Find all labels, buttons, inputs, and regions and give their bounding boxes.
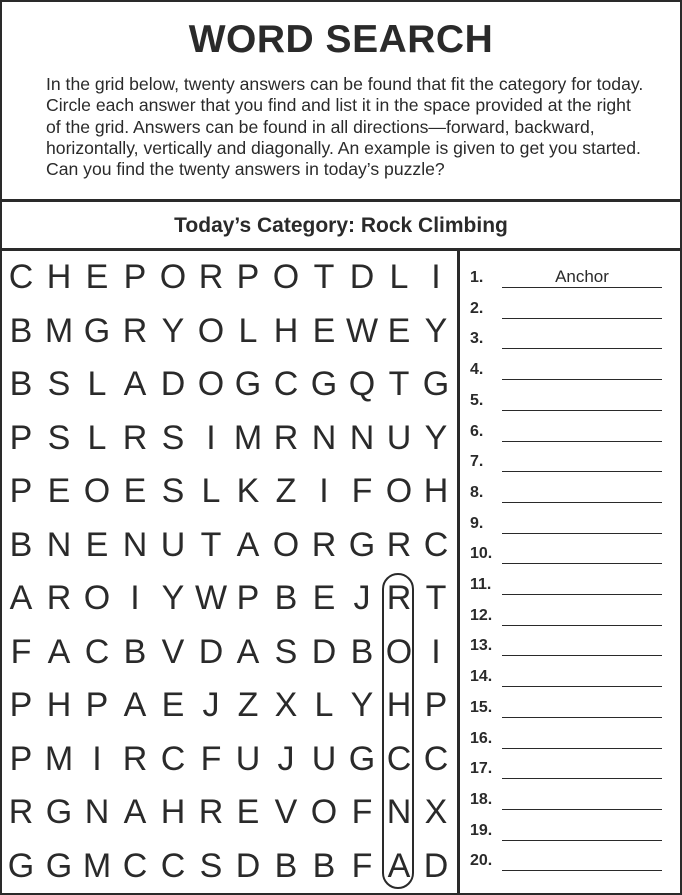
grid-letter[interactable]: O	[83, 472, 111, 510]
grid-letter[interactable]: G	[7, 846, 35, 885]
grid-letter[interactable]: O	[310, 793, 338, 831]
answer-row	[460, 693, 680, 724]
grid-letter[interactable]: V	[274, 793, 298, 831]
grid-letter[interactable]: U	[235, 739, 261, 778]
grid-letter[interactable]: R	[311, 525, 337, 564]
grid-letter[interactable]: W	[194, 579, 228, 617]
grid-letter[interactable]: S	[47, 418, 71, 457]
grid-letter[interactable]: O	[159, 258, 187, 296]
grid-letter[interactable]: O	[385, 632, 413, 671]
grid-letter[interactable]: D	[311, 632, 337, 671]
grid-letter[interactable]: R	[46, 579, 72, 617]
grid-letter[interactable]: V	[161, 632, 185, 671]
answer-blank[interactable]	[502, 758, 662, 779]
answer-row	[460, 846, 680, 877]
grid-letter[interactable]: G	[45, 793, 73, 831]
grid-letter[interactable]: O	[272, 525, 300, 564]
grid-letter[interactable]: E	[85, 525, 109, 564]
grid-letter[interactable]: O	[83, 579, 111, 617]
grid-letter[interactable]: O	[385, 472, 413, 510]
grid-letter[interactable]: U	[311, 739, 337, 778]
grid-letter[interactable]: L	[314, 686, 334, 724]
answer-number: 6.	[470, 422, 484, 440]
answer-blank[interactable]	[502, 298, 662, 319]
grid-letter[interactable]: A	[47, 632, 71, 671]
grid-letter[interactable]: J	[202, 686, 220, 724]
answer-row	[460, 447, 680, 478]
answer-number: 9.	[470, 514, 484, 532]
letter-grid	[2, 251, 460, 893]
answer-number: 18.	[470, 790, 493, 808]
answer-row	[460, 754, 680, 785]
answer-number: 11.	[470, 576, 492, 593]
answer-blank[interactable]	[502, 574, 662, 595]
grid-letter[interactable]: B	[312, 846, 336, 885]
answer-row	[460, 601, 680, 632]
grid-letter[interactable]: D	[235, 846, 261, 885]
grid-letter[interactable]: F	[351, 793, 373, 831]
answer-blank[interactable]: Anchor	[502, 267, 662, 288]
answer-blank[interactable]	[502, 513, 662, 534]
answer-row	[460, 386, 680, 417]
answer-row	[460, 539, 680, 570]
grid-letter[interactable]: E	[312, 311, 336, 350]
grid-letter[interactable]: U	[160, 525, 186, 564]
answer-row	[460, 816, 680, 847]
answer-number: 17.	[470, 760, 493, 778]
answer-number: 16.	[470, 729, 493, 747]
grid-letter[interactable]: D	[198, 632, 224, 671]
grid-letter[interactable]: C	[423, 525, 449, 564]
grid-letter[interactable]: I	[319, 472, 329, 510]
grid-letter[interactable]: S	[274, 632, 298, 671]
grid-letter[interactable]: C	[160, 739, 186, 778]
grid-letter[interactable]: S	[47, 365, 71, 403]
answer-number: 7.	[470, 453, 484, 471]
answer-blank[interactable]	[502, 421, 662, 442]
category-bar	[2, 202, 680, 251]
grid-letter[interactable]: O	[197, 365, 225, 403]
grid-letter[interactable]: Y	[161, 579, 185, 617]
grid-letter[interactable]: Y	[350, 686, 374, 724]
grid-letter[interactable]: P	[236, 258, 260, 296]
grid-letter[interactable]: J	[277, 739, 295, 778]
answer-blank[interactable]	[502, 728, 662, 749]
grid-letter[interactable]: I	[206, 418, 216, 457]
grid-letter[interactable]: M	[44, 739, 74, 778]
grid-letter[interactable]: C	[84, 632, 110, 671]
example-answer-circle	[382, 573, 414, 889]
grid-letter[interactable]: Z	[275, 472, 297, 510]
grid-letter[interactable]: I	[130, 579, 140, 617]
answer-number: 2.	[470, 299, 484, 317]
answer-blank[interactable]	[502, 359, 662, 380]
grid-letter[interactable]: H	[46, 258, 72, 296]
grid-letter[interactable]: M	[233, 418, 263, 457]
grid-letter[interactable]: S	[161, 472, 185, 510]
grid-letter[interactable]: D	[423, 846, 449, 885]
grid-letter[interactable]: A	[236, 525, 260, 564]
grid-letter[interactable]: C	[8, 258, 34, 296]
grid-letter[interactable]: N	[84, 793, 110, 831]
grid-letter[interactable]: G	[45, 846, 73, 885]
grid-letter[interactable]: L	[87, 418, 107, 457]
grid-letter[interactable]: M	[44, 311, 74, 350]
answer-number: 1.	[470, 269, 484, 286]
grid-letter[interactable]: E	[85, 258, 109, 296]
answer-row	[460, 263, 680, 294]
grid-letter[interactable]: H	[273, 311, 299, 350]
grid-letter[interactable]: N	[311, 418, 337, 457]
grid-letter[interactable]: C	[423, 739, 449, 778]
answer-number: 3.	[470, 330, 484, 348]
grid-letter[interactable]: P	[236, 579, 260, 617]
answer-row	[460, 631, 680, 662]
grid-letter[interactable]: R	[386, 579, 412, 617]
grid-letter[interactable]: R	[386, 525, 412, 564]
grid-letter[interactable]: G	[83, 311, 111, 350]
grid-letter[interactable]: Y	[424, 311, 448, 350]
grid-letter[interactable]: S	[199, 846, 223, 885]
grid-letter[interactable]: K	[236, 472, 260, 510]
answer-number: 4.	[470, 361, 484, 379]
grid-letter[interactable]: G	[422, 365, 450, 403]
grid-letter[interactable]: A	[236, 632, 260, 671]
answer-row	[460, 478, 680, 509]
answer-number: 14.	[470, 668, 493, 686]
grid-letter[interactable]: Y	[161, 311, 185, 350]
answer-number: 8.	[470, 483, 484, 501]
grid-letter[interactable]: J	[353, 579, 371, 617]
grid-letter[interactable]: A	[123, 793, 147, 831]
grid-letter[interactable]: S	[161, 418, 185, 457]
grid-letter[interactable]: U	[386, 418, 412, 457]
answer-row	[460, 355, 680, 386]
grid-letter[interactable]: P	[9, 418, 33, 457]
grid-letter[interactable]: R	[198, 793, 224, 831]
grid-letter[interactable]: B	[274, 846, 298, 885]
grid-letter[interactable]: N	[46, 525, 72, 564]
grid-letter[interactable]: D	[160, 365, 186, 403]
grid-letter[interactable]: I	[92, 739, 102, 778]
category-label: Today’s Category: Rock Climbing	[174, 214, 508, 237]
grid-letter[interactable]: H	[46, 686, 72, 724]
grid-letter[interactable]: M	[82, 846, 112, 885]
grid-letter[interactable]: R	[122, 739, 148, 778]
grid-letter[interactable]: O	[197, 311, 225, 350]
grid-letter[interactable]: E	[387, 311, 411, 350]
intro-panel	[2, 2, 680, 202]
grid-letter[interactable]: R	[198, 258, 224, 296]
answer-blank[interactable]	[502, 635, 662, 656]
answer-blank[interactable]	[502, 390, 662, 411]
answer-number: 15.	[470, 698, 493, 716]
answer-blank[interactable]	[502, 543, 662, 564]
answer-number: 13.	[470, 637, 493, 655]
grid-letter[interactable]: G	[310, 365, 338, 403]
grid-letter[interactable]: R	[273, 418, 299, 457]
grid-letter[interactable]: R	[122, 418, 148, 457]
grid-letter[interactable]: X	[424, 793, 448, 831]
grid-letter[interactable]: E	[312, 579, 336, 617]
answer-number: 10.	[470, 545, 493, 563]
answer-row	[460, 324, 680, 355]
answer-number: 19.	[470, 821, 493, 839]
grid-letter[interactable]: P	[123, 258, 147, 296]
grid-letter[interactable]: T	[313, 258, 335, 296]
answer-blank[interactable]	[502, 482, 662, 503]
grid-letter[interactable]: P	[424, 686, 448, 724]
grid-letter[interactable]: B	[350, 632, 374, 671]
grid-letter[interactable]: H	[160, 793, 186, 831]
grid-letter[interactable]: F	[351, 472, 373, 510]
grid-letter[interactable]: G	[234, 365, 262, 403]
grid-letter[interactable]: D	[349, 258, 375, 296]
grid-letter[interactable]: C	[273, 365, 299, 403]
grid-letter[interactable]: I	[431, 632, 441, 671]
grid-letter[interactable]: B	[274, 579, 298, 617]
grid-letter[interactable]: Q	[348, 365, 376, 403]
grid-letter[interactable]: P	[9, 739, 33, 778]
answer-row	[460, 662, 680, 693]
grid-letter[interactable]: E	[123, 472, 147, 510]
answer-blank[interactable]	[502, 328, 662, 349]
grid-letter[interactable]: Z	[237, 686, 259, 724]
grid-letter[interactable]: N	[386, 793, 412, 831]
grid-letter[interactable]: L	[201, 472, 221, 510]
grid-letter[interactable]: F	[10, 632, 32, 671]
grid-letter[interactable]: G	[348, 525, 376, 564]
grid-letter[interactable]: H	[423, 472, 449, 510]
grid-letter[interactable]: A	[9, 579, 33, 617]
grid-letter[interactable]: E	[161, 686, 185, 724]
answer-row	[460, 724, 680, 755]
grid-letter[interactable]: P	[85, 686, 109, 724]
grid-letter[interactable]: B	[123, 632, 147, 671]
grid-letter[interactable]: T	[200, 525, 222, 564]
grid-letter[interactable]: X	[274, 686, 298, 724]
grid-letter[interactable]: G	[348, 739, 376, 778]
grid-letter[interactable]: B	[9, 365, 33, 403]
grid-letter[interactable]: A	[123, 686, 147, 724]
grid-letter[interactable]: F	[200, 739, 222, 778]
grid-letter[interactable]: H	[386, 686, 412, 724]
grid-letter[interactable]: C	[386, 739, 412, 778]
answer-blank[interactable]	[502, 789, 662, 810]
answer-blank[interactable]	[502, 820, 662, 841]
grid-letter[interactable]: W	[345, 311, 379, 350]
grid-letter[interactable]: E	[236, 793, 260, 831]
grid-letter[interactable]: T	[388, 365, 410, 403]
grid-letter[interactable]: R	[122, 311, 148, 350]
answer-number: 12.	[470, 606, 493, 624]
answer-blank[interactable]	[502, 697, 662, 718]
page-title: WORD SEARCH	[188, 18, 494, 61]
grid-letter[interactable]: B	[9, 525, 33, 564]
answer-blank[interactable]	[502, 666, 662, 687]
grid-letter[interactable]: O	[272, 258, 300, 296]
grid-letter[interactable]: Y	[424, 418, 448, 457]
grid-letter[interactable]: C	[160, 846, 186, 885]
answer-row	[460, 785, 680, 816]
grid-letter[interactable]: B	[9, 311, 33, 350]
grid-letter[interactable]: L	[389, 258, 409, 296]
grid-letter[interactable]: T	[425, 579, 447, 617]
answer-number: 5.	[470, 391, 484, 409]
grid-letter[interactable]: E	[47, 472, 71, 510]
answer-row	[460, 509, 680, 540]
grid-letter[interactable]: L	[87, 365, 107, 403]
answer-blank[interactable]	[502, 850, 662, 871]
grid-letter[interactable]: P	[9, 472, 33, 510]
grid-letter[interactable]: L	[238, 311, 258, 350]
answer-blank[interactable]	[502, 605, 662, 626]
grid-letter[interactable]: A	[387, 846, 411, 885]
grid-letter[interactable]: I	[431, 258, 441, 296]
answer-row	[460, 570, 680, 601]
grid-letter[interactable]: N	[122, 525, 148, 564]
answer-blank[interactable]	[502, 451, 662, 472]
answer-row	[460, 417, 680, 448]
answer-list	[460, 251, 680, 893]
instructions-text: In the grid below, twenty answers can be found that fit the category for today. Circle each answer that you find and list it in the space provided at the right of the grid. Answers can be found in all directions—forward, backward, horizontally, vertically and diagonally. An example is given to get you started. Can you find the twenty answers in today’s puzzle?	[46, 74, 644, 180]
answer-number: 20.	[470, 852, 493, 870]
grid-letter[interactable]: F	[351, 846, 373, 885]
grid-letter[interactable]: C	[122, 846, 148, 885]
answer-row	[460, 294, 680, 325]
grid-letter[interactable]: N	[349, 418, 375, 457]
grid-letter[interactable]: P	[9, 686, 33, 724]
grid-letter[interactable]: A	[123, 365, 147, 403]
grid-letter[interactable]: R	[8, 793, 34, 831]
